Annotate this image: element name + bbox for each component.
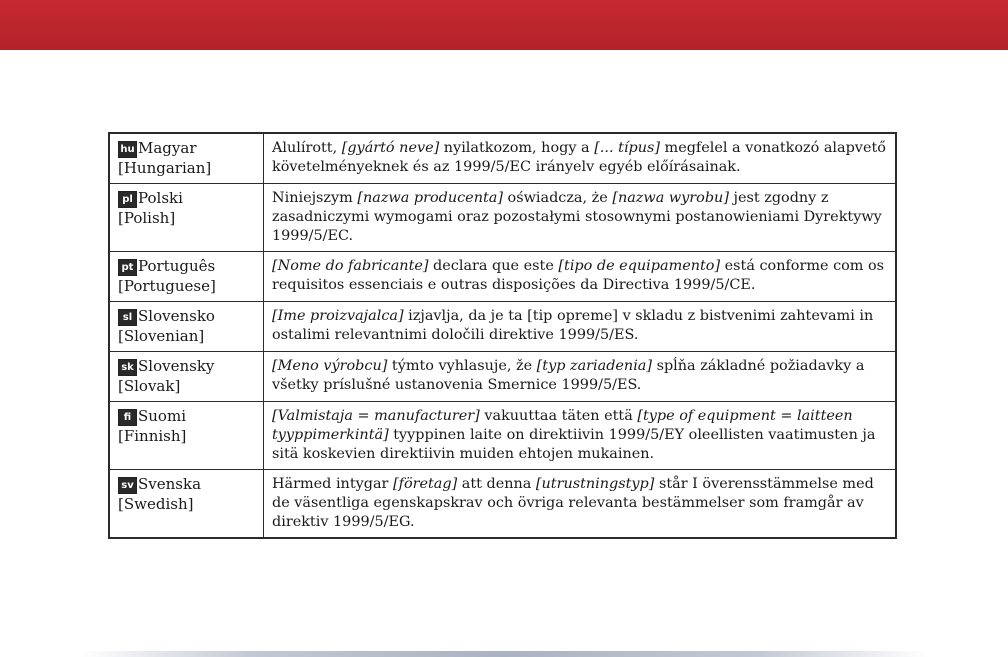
placeholder-text: [Valmistaja = manufacturer] [272, 408, 480, 424]
declaration-text: megfelel a vonatkozó alapvető követelményeknek és az 1999/5/EC irányelv egyéb előírásainak. [272, 140, 886, 175]
declaration-text: izjavlja, da je ta [tip opreme] v skladu z bistvenimi zahtevami in ostalimi relevantnimi določili direktive 1999/5/ES. [272, 308, 874, 343]
placeholder-text: [nazwa producenta] [357, 190, 503, 206]
declaration-text-cell [264, 133, 897, 184]
language-name: Suomi [138, 407, 186, 425]
declaration-text: jest zgodny z zasadniczymi wymogami oraz pozostałymi stosownymi postanowieniami Dyrektywy 1999/5/EC. [272, 190, 882, 244]
language-code-badge: sv [118, 477, 137, 494]
declaration-text: está conforme com os requisitos essenciais e outras disposições da Directiva 1999/5/CE. [272, 258, 885, 293]
language-name: Português [138, 257, 216, 275]
table-row [109, 470, 896, 539]
table-row [109, 402, 896, 470]
declaration-text: Härmed intygar [272, 476, 393, 492]
table-row [109, 352, 896, 402]
placeholder-text: [företag] [393, 476, 458, 492]
language-name: Polski [138, 189, 183, 207]
language-cell [109, 402, 264, 470]
declaration-text-cell [264, 402, 897, 470]
declaration-text: att denna [457, 476, 536, 492]
language-name: Magyar [138, 139, 197, 157]
declaration-table [108, 132, 897, 539]
placeholder-text: [type of equipment = laitteen tyyppimerkintä] [272, 408, 853, 443]
declaration-text-cell [264, 352, 897, 402]
language-code-badge: sk [118, 359, 137, 376]
declaration-text: oświadcza, że [502, 190, 613, 206]
language-name: Slovensky [138, 357, 215, 375]
declaration-table-body [109, 133, 896, 538]
language-cell [109, 352, 264, 402]
language-code-badge: pt [118, 259, 137, 276]
bottom-rule [80, 651, 928, 657]
placeholder-text: [Nome do fabricante] [272, 258, 429, 274]
language-cell [109, 470, 264, 539]
language-code-badge: hu [118, 141, 137, 158]
placeholder-text: [tipo de equipamento] [558, 258, 721, 274]
language-name-english: [Slovenian] [118, 327, 205, 345]
top-red-band [0, 0, 1008, 50]
declaration-text-cell [264, 470, 897, 539]
declaration-text-cell [264, 252, 897, 302]
table-row [109, 302, 896, 352]
placeholder-text: [nazwa wyrobu] [612, 190, 729, 206]
language-cell [109, 252, 264, 302]
language-name: Svenska [138, 475, 202, 493]
declaration-text: nyilatkozom, hogy a [439, 140, 595, 156]
table-row [109, 184, 896, 252]
declaration-text-cell [264, 302, 897, 352]
declaration-text: spĺňa základné požiadavky a všetky príslušné ustanovenia Smernice 1999/5/ES. [272, 358, 865, 393]
language-code-badge: fi [118, 409, 137, 426]
language-cell [109, 184, 264, 252]
declaration-text: står I överensstämmelse med de väsentliga egenskapskrav och övriga relevanta bestämmelser som framgår av direktiv 1999/5/EG. [272, 476, 874, 530]
declaration-text: Alulírott, [272, 140, 342, 156]
declaration-text: Niniejszym [272, 190, 358, 206]
placeholder-text: [Meno výrobcu] [272, 358, 388, 374]
table-row [109, 252, 896, 302]
declaration-text: vakuuttaa täten että [479, 408, 638, 424]
placeholder-text: [Ime proizvajalca] [272, 308, 404, 324]
declaration-text: declara que este [428, 258, 559, 274]
language-name-english: [Slovak] [118, 377, 181, 395]
language-name-english: [Hungarian] [118, 159, 212, 177]
language-code-badge: sl [118, 309, 137, 326]
language-name-english: [Polish] [118, 209, 176, 227]
language-cell [109, 302, 264, 352]
language-name: Slovensko [138, 307, 215, 325]
language-cell [109, 133, 264, 184]
table-row [109, 133, 896, 184]
placeholder-text: [typ zariadenia] [536, 358, 653, 374]
declaration-text: tyyppinen laite on direktiivin 1999/5/EY oleellisten vaatimusten ja sitä koskevien direktiivin muiden ehtojen mukainen. [272, 427, 876, 462]
placeholder-text: [... típus] [594, 140, 660, 156]
language-name-english: [Portuguese] [118, 277, 216, 295]
language-name-english: [Swedish] [118, 495, 194, 513]
declaration-text: týmto vyhlasuje, že [387, 358, 537, 374]
declaration-text-cell [264, 184, 897, 252]
placeholder-text: [utrustningstyp] [535, 476, 655, 492]
language-code-badge: pl [118, 191, 137, 208]
language-name-english: [Finnish] [118, 427, 187, 445]
placeholder-text: [gyártó neve] [341, 140, 440, 156]
